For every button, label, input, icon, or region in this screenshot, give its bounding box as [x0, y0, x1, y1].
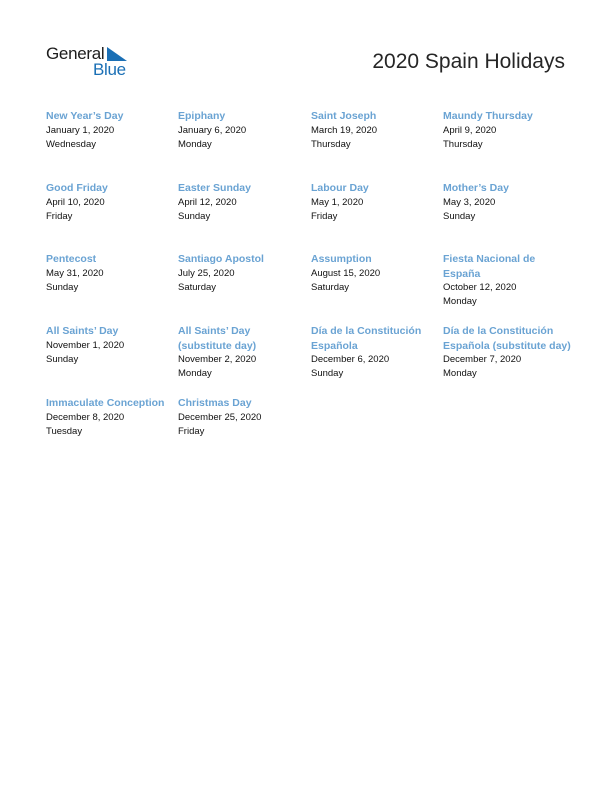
logo-triangle-icon: [107, 47, 127, 61]
holiday-date: December 7, 2020: [443, 354, 522, 365]
holiday-weekday: Saturday: [178, 281, 217, 293]
holiday-item: [311, 252, 439, 295]
holiday-name: All Saints’ Day (substitute day): [178, 325, 257, 352]
holiday-weekday: Sunday: [46, 281, 79, 293]
holiday-name: Día de la Constitución Española (substitute day): [443, 325, 571, 352]
holiday-name: Easter Sunday: [178, 182, 251, 194]
holiday-item: [46, 109, 174, 152]
holiday-date: December 8, 2020: [46, 411, 125, 423]
holiday-item: [311, 181, 439, 224]
holiday-row: [46, 181, 576, 252]
holiday-weekday: Monday: [443, 296, 477, 307]
holiday-row: [46, 324, 576, 396]
holiday-name: Santiago Apostol: [178, 253, 264, 265]
holiday-weekday: Monday: [443, 368, 477, 379]
holiday-name: Labour Day: [311, 182, 369, 194]
holiday-item: [46, 181, 174, 224]
holiday-date: July 25, 2020: [178, 267, 235, 279]
holiday-weekday: Thursday: [443, 138, 483, 150]
holiday-item: [46, 324, 174, 367]
holiday-name: Epiphany: [178, 110, 226, 122]
holiday-weekday: Monday: [178, 368, 212, 379]
holiday-name: Fiesta Nacional de España: [443, 253, 536, 280]
holiday-date: April 9, 2020: [443, 124, 497, 136]
holiday-name: Assumption: [311, 253, 372, 265]
holiday-grid: [46, 109, 576, 468]
holiday-name: Saint Joseph: [311, 110, 377, 122]
holiday-weekday: Wednesday: [46, 138, 96, 150]
holiday-date: November 1, 2020: [46, 339, 125, 351]
holiday-name: Christmas Day: [178, 397, 252, 409]
holiday-item: [443, 324, 571, 381]
holiday-weekday: Sunday: [178, 210, 211, 222]
holiday-weekday: Saturday: [311, 281, 350, 293]
holiday-date: May 3, 2020: [443, 196, 496, 208]
holiday-name: Maundy Thursday: [443, 110, 533, 122]
holiday-weekday: Friday: [311, 210, 338, 222]
logo-text-blue: Blue: [93, 60, 126, 79]
holiday-date: December 25, 2020: [178, 411, 262, 423]
holiday-item: [178, 109, 306, 152]
holiday-item: [443, 181, 571, 224]
holiday-name: New Year’s Day: [46, 110, 124, 122]
holiday-name: Good Friday: [46, 182, 108, 194]
holiday-item: [443, 252, 571, 309]
holiday-date: April 12, 2020: [178, 196, 237, 208]
holiday-name: Pentecost: [46, 253, 97, 265]
logo-text-general: General: [46, 44, 105, 63]
holiday-item: [311, 324, 439, 381]
holiday-date: January 1, 2020: [46, 124, 115, 136]
page-title: 2020 Spain Holidays: [372, 50, 565, 73]
holiday-weekday: Sunday: [46, 353, 79, 365]
holiday-date: January 6, 2020: [178, 124, 247, 136]
generalblue-logo: [46, 44, 136, 80]
holiday-weekday: Monday: [178, 138, 212, 150]
holiday-item: [178, 324, 306, 381]
holiday-name: All Saints’ Day: [46, 325, 119, 337]
holiday-name: Mother’s Day: [443, 182, 509, 194]
holiday-row: [46, 252, 576, 324]
holiday-item: [178, 252, 306, 295]
holiday-date: May 31, 2020: [46, 267, 104, 279]
holiday-name: Día de la Constitución Española: [311, 325, 422, 352]
holiday-weekday: Friday: [46, 210, 73, 222]
holiday-date: May 1, 2020: [311, 196, 364, 208]
holiday-date: October 12, 2020: [443, 282, 517, 293]
holiday-date: April 10, 2020: [46, 196, 105, 208]
holiday-item: [443, 109, 571, 152]
holiday-item: [178, 396, 306, 439]
holiday-weekday: Sunday: [311, 368, 344, 379]
holiday-date: December 6, 2020: [311, 354, 390, 365]
holiday-date: March 19, 2020: [311, 124, 378, 136]
holiday-weekday: Tuesday: [46, 425, 83, 437]
holiday-name: Immaculate Conception: [46, 397, 165, 409]
holiday-weekday: Friday: [178, 425, 205, 437]
holiday-weekday: Sunday: [443, 210, 476, 222]
holiday-item: [311, 109, 439, 152]
holiday-row: [46, 396, 576, 468]
holiday-weekday: Thursday: [311, 138, 351, 150]
holiday-date: August 15, 2020: [311, 267, 381, 279]
holiday-date: November 2, 2020: [178, 354, 257, 365]
holiday-item: [178, 181, 306, 224]
holiday-item: [46, 396, 174, 439]
holiday-row: [46, 109, 576, 181]
holiday-item: [46, 252, 174, 295]
